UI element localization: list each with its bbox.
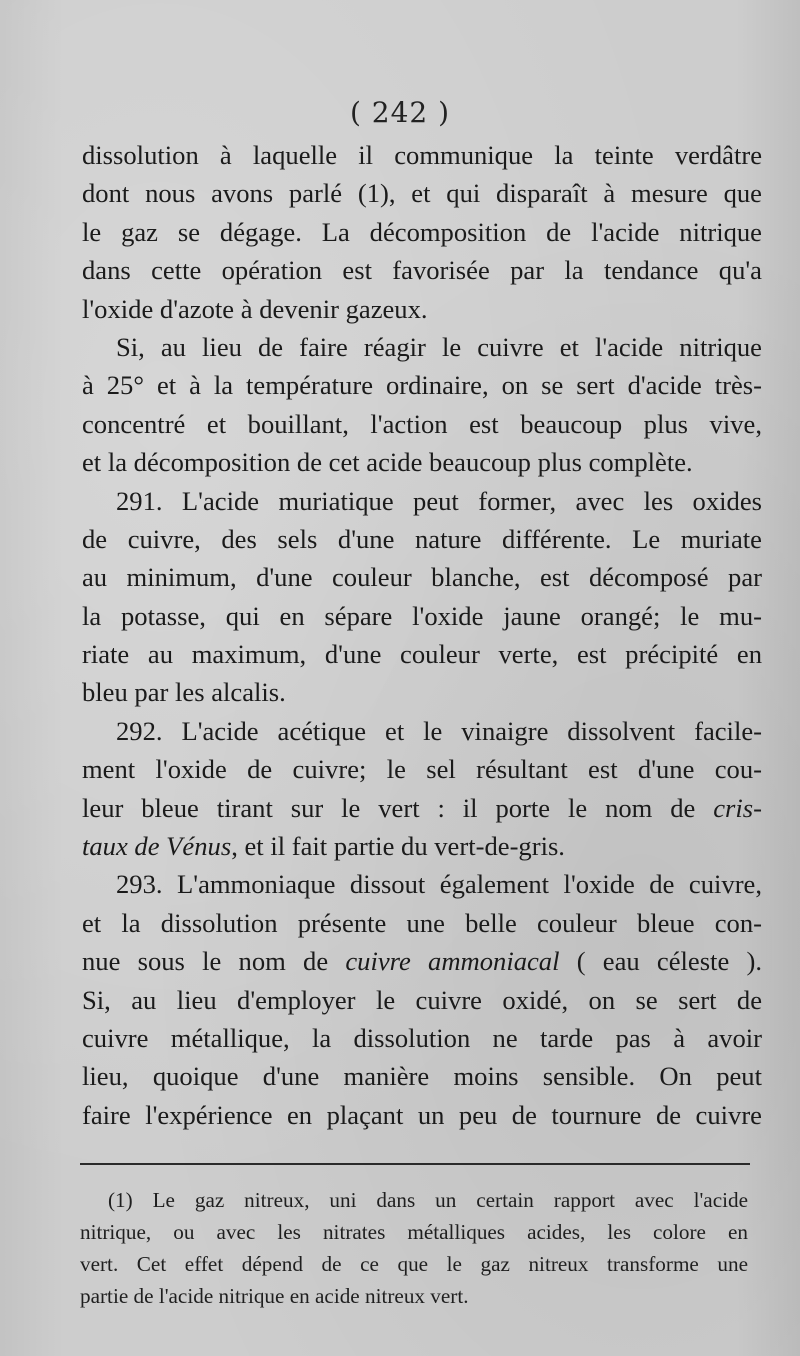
footnote-line: vert. Cet effet dépend de ce que le gaz nitreux transforme une	[80, 1252, 748, 1276]
body-text	[82, 136, 762, 1134]
text-line: le gaz se dégage. La décomposition de l'acide nitrique	[82, 216, 762, 247]
text-line	[82, 789, 762, 827]
text-line-part: ( eau céleste ).	[576, 946, 762, 977]
footnote-line: partie de l'acide nitrique en acide nitreux vert.	[80, 1284, 469, 1308]
text-line: Si, au lieu d'employer le cuivre oxidé, on se sert de	[82, 984, 762, 1015]
footnote	[80, 1184, 748, 1312]
italic-term: cris-	[713, 792, 762, 823]
text-line-part: , et il fait partie du vert-de-gris.	[231, 831, 565, 862]
text-line: de cuivre, des sels d'une nature différente. Le muriate	[82, 523, 762, 554]
text-line: 292. L'acide acétique et le vinaigre dissolvent facile-	[116, 715, 762, 746]
text-line	[82, 942, 762, 980]
text-line: et la décomposition de cet acide beaucoup plus complète.	[82, 447, 693, 478]
text-line: dont nous avons parlé (1), et qui disparaît à mesure que	[82, 178, 762, 209]
footnote-line: nitrique, ou avec les nitrates métalliques acides, les colore en	[80, 1220, 748, 1244]
text-line: 291. L'acide muriatique peut former, avec les oxides	[116, 485, 762, 516]
footnote-separator	[80, 1163, 750, 1165]
text-line: ment l'oxide de cuivre; le sel résultant est d'une cou-	[82, 754, 762, 785]
text-line: concentré et bouillant, l'action est beaucoup plus vive,	[82, 408, 762, 439]
text-line: lieu, quoique d'une manière moins sensible. On peut	[82, 1061, 762, 1092]
text-line	[82, 827, 762, 865]
text-line-part: nue sous le nom de	[82, 946, 329, 977]
text-line: Si, au lieu de faire réagir le cuivre et l'acide nitrique	[116, 331, 762, 362]
italic-term: cuivre ammoniacal	[345, 946, 560, 977]
text-line: bleu par les alcalis.	[82, 677, 286, 708]
text-line: dans cette opération est favorisée par la tendance qu'a	[82, 255, 762, 286]
text-line: et la dissolution présente une belle couleur bleue con-	[82, 907, 762, 938]
text-line-part: leur bleue tirant sur le vert : il porte le nom de	[82, 792, 696, 823]
text-line: dissolution à laquelle il communique la teinte verdâtre	[82, 140, 762, 170]
text-line: cuivre métallique, la dissolution ne tarde pas à avoir	[82, 1022, 762, 1053]
italic-term: taux de Vénus	[82, 831, 232, 862]
text-line: à 25° et à la température ordinaire, on se sert d'acide très-	[82, 370, 762, 401]
text-line: au minimum, d'une couleur blanche, est décomposé par	[82, 562, 762, 593]
text-line: riate au maximum, d'une couleur verte, est précipité en	[82, 639, 762, 670]
page-number: ( 242 )	[349, 96, 451, 129]
text-line: 293. L'ammoniaque dissout également l'oxide de cuivre,	[116, 869, 762, 900]
text-line: l'oxide d'azote à devenir gazeux.	[82, 293, 428, 324]
footnote-line: (1) Le gaz nitreux, uni dans un certain rapport avec l'acide	[108, 1188, 748, 1212]
text-line: la potasse, qui en sépare l'oxide jaune orangé; le mu-	[82, 600, 762, 631]
text-line: faire l'expérience en plaçant un peu de tournure de cuivre	[82, 1099, 762, 1130]
